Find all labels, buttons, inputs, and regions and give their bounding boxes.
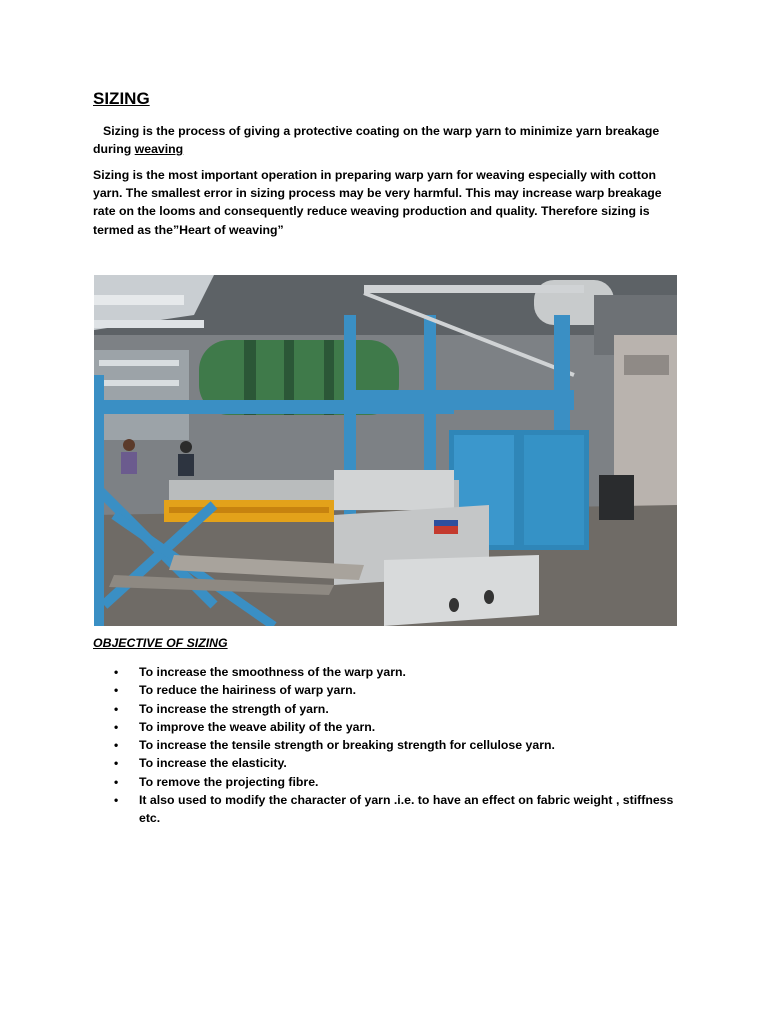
bullet-icon: • xyxy=(114,701,119,716)
bullet-icon: • xyxy=(114,756,119,771)
list-item: • To remove the projecting fibre. xyxy=(93,773,683,791)
list-item: • It also used to modify the character of yarn .i.e. to have an effect on fabric weight , stiffness etc. xyxy=(114,793,674,826)
list-item: • To increase the elasticity. xyxy=(93,754,683,772)
list-item: • To increase the tensile strength or breaking strength for cellulose yarn. xyxy=(93,736,683,754)
bullet-icon: • xyxy=(114,793,119,808)
list-item: • To increase the smoothness of the warp yarn. xyxy=(93,663,683,681)
sizing-machine-photo xyxy=(94,275,677,626)
list-item: • To reduce the hairiness of warp yarn. xyxy=(93,681,683,699)
intro-text: Sizing is the process of giving a protective coating on the warp yarn to minimize yarn breakage during xyxy=(93,124,660,156)
bullet-icon: • xyxy=(114,683,119,698)
bullet-icon: • xyxy=(114,738,119,753)
objectives-list xyxy=(93,663,683,828)
bullet-icon: • xyxy=(114,719,119,734)
body-paragraph: Sizing is the most important operation in preparing warp yarn for weaving especially with cotton yarn. The smallest error in sizing process may be very harmful. This may increase warp breakage rate on the looms and consequently reduce weaving production and quality. Therefore sizing is termed as the”Heart of weaving” xyxy=(93,168,662,237)
objective-heading: OBJECTIVE OF SIZING xyxy=(93,636,228,650)
bullet-icon: • xyxy=(114,774,119,789)
list-item: • To improve the weave ability of the yarn. xyxy=(93,718,683,736)
intro-underlined-word: weaving xyxy=(134,142,184,156)
intro-sentence xyxy=(93,122,683,158)
bullet-icon: • xyxy=(114,665,119,679)
list-item: • To increase the strength of yarn. xyxy=(93,700,683,718)
page-title: SIZING xyxy=(93,89,150,108)
